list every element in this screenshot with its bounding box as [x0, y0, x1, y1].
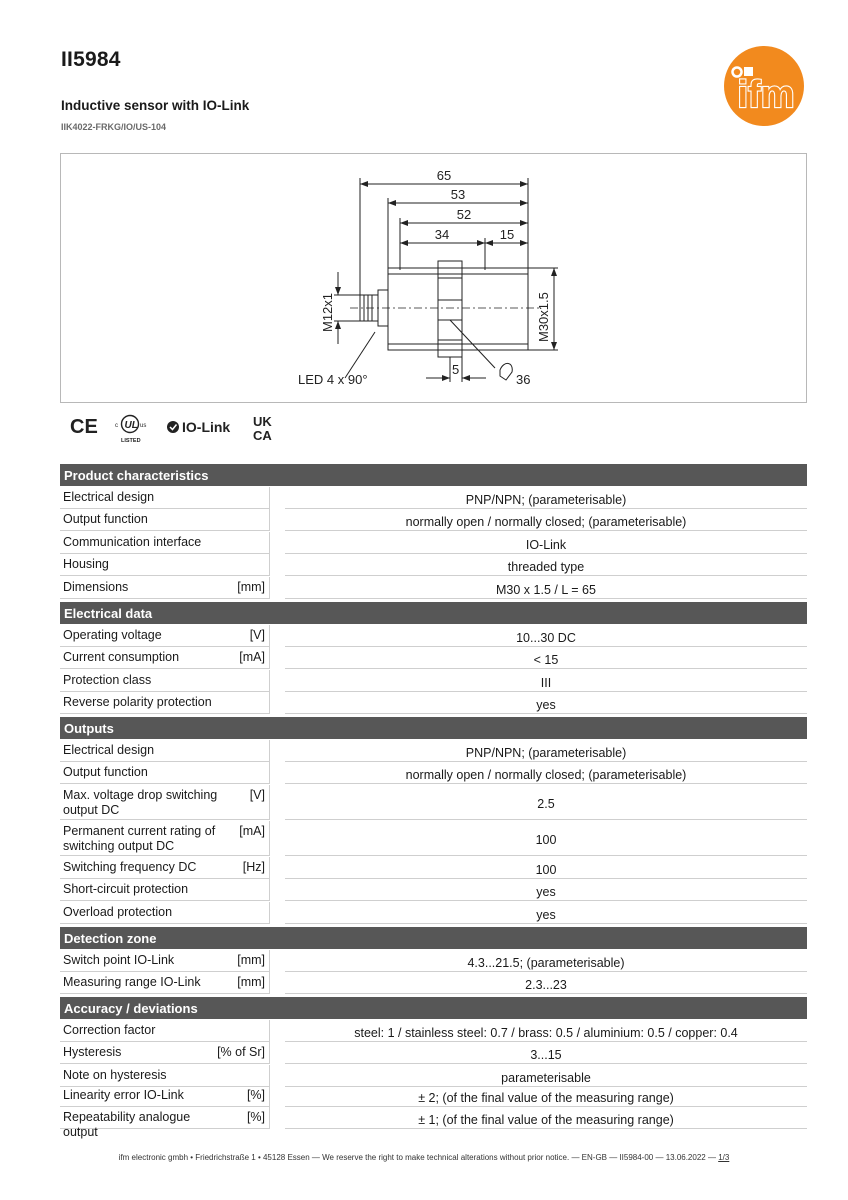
section-header: Outputs [60, 717, 807, 739]
row-unit: [%] [246, 1110, 265, 1124]
row-value: yes [285, 879, 807, 901]
row-label-cell [60, 487, 270, 509]
row-label-cell [60, 857, 270, 879]
dim-53: 53 [450, 187, 466, 202]
row-label: Communication interface [63, 535, 202, 549]
row-value: steel: 1 / stainless steel: 0.7 / brass: 0.5 / aluminium: 0.5 / copper: 0.4 [285, 1020, 807, 1042]
row-label-cell [60, 1065, 270, 1087]
section-header: Product characteristics [60, 464, 807, 486]
row-label-cell [60, 670, 270, 692]
svg-text:c: c [115, 423, 118, 429]
ifm-logo [723, 45, 805, 127]
table-row [60, 821, 807, 856]
ukca-mark [253, 414, 272, 443]
io-link-icon [167, 419, 230, 435]
dim-36: 36 [516, 372, 531, 387]
row-label: Output function [63, 765, 148, 779]
table-row [60, 670, 807, 692]
row-label: Short-circuit protection [63, 882, 189, 896]
row-label: Note on hysteresis [63, 1068, 167, 1082]
page-number: 1/3 [718, 1153, 730, 1162]
table-row [60, 554, 807, 576]
row-unit: [V] [249, 788, 265, 802]
table-row [60, 647, 807, 669]
row-label-cell [60, 785, 270, 820]
row-label-cell [60, 879, 270, 901]
row-label: Correction factor [63, 1023, 156, 1037]
row-label-cell [60, 740, 270, 762]
row-value: 100 [285, 821, 807, 856]
dim-5: 5 [452, 362, 460, 377]
led-label: LED 4 x 90° [298, 372, 368, 387]
ce-mark: CE [70, 416, 98, 438]
row-label-cell [60, 1042, 270, 1064]
row-label-cell [60, 509, 270, 531]
row-label-cell [60, 532, 270, 554]
table-row [60, 972, 807, 994]
dim-m30: M30x1.5 [536, 292, 551, 342]
logo-text: ifm [737, 74, 795, 116]
row-value: ± 2; (of the final value of the measuring range) [285, 1085, 807, 1107]
section-header: Detection zone [60, 927, 807, 949]
row-value: normally open / normally closed; (parameterisable) [285, 762, 807, 784]
row-label: Reverse polarity protection [63, 695, 212, 709]
row-label-cell [60, 821, 270, 856]
row-label-cell [60, 762, 270, 784]
row-label-cell [60, 554, 270, 576]
row-label: Current consumption [63, 650, 180, 664]
row-label: Max. voltage drop switching output DC [63, 788, 218, 817]
row-label-cell [60, 692, 270, 714]
footer-text: ifm electronic gmbh • Friedrichstraße 1 • 45128 Essen — We reserve the right to make technical alterations without prior notice. — EN-GB — II5984-00 — 13.06.2022 — [118, 1153, 716, 1162]
row-unit: [mA] [239, 650, 265, 664]
row-value: parameterisable [285, 1065, 807, 1087]
row-unit: [mA] [239, 824, 265, 838]
product-title: II5984 [61, 48, 121, 71]
table-row [60, 625, 807, 647]
row-unit: [V] [249, 628, 265, 642]
row-label: Electrical design [63, 490, 155, 504]
row-label: Housing [63, 557, 109, 571]
certification-marks [60, 410, 290, 444]
row-label: Protection class [63, 673, 152, 687]
row-label-cell [60, 1020, 270, 1042]
dim-m12: M12x1 [320, 292, 335, 332]
row-value: M30 x 1.5 / L = 65 [285, 577, 807, 599]
row-value: normally open / normally closed; (parameterisable) [285, 509, 807, 531]
table-row [60, 857, 807, 879]
row-value: 2.3...23 [285, 972, 807, 994]
row-label: Measuring range IO-Link [63, 975, 201, 989]
row-label-cell [60, 972, 270, 994]
dimension-drawing [290, 160, 580, 400]
row-unit: [%] [246, 1088, 265, 1102]
row-label: Linearity error IO-Link [63, 1088, 184, 1102]
table-row [60, 1085, 807, 1107]
table-row [60, 740, 807, 762]
row-label-cell [60, 950, 270, 972]
table-row [60, 532, 807, 554]
row-label-cell [60, 577, 270, 599]
row-value: 3...15 [285, 1042, 807, 1064]
row-label: Hysteresis [63, 1045, 122, 1059]
row-label-cell [60, 902, 270, 924]
wrench-icon [500, 363, 512, 380]
table-row [60, 762, 807, 784]
dim-52: 52 [456, 207, 472, 222]
article-number: IIK4022-FRKG/IO/US-104 [61, 122, 167, 132]
row-value: 4.3...21.5; (parameterisable) [285, 950, 807, 972]
row-label: Overload protection [63, 905, 173, 919]
row-value: III [285, 670, 807, 692]
row-unit: [Hz] [242, 860, 265, 874]
product-subtitle: Inductive sensor with IO-Link [61, 98, 250, 113]
row-label: Permanent current rating of switching output DC [63, 824, 216, 853]
row-value: 2.5 [285, 785, 807, 820]
row-value: yes [285, 902, 807, 924]
row-unit: [mm] [237, 975, 265, 989]
table-row [60, 902, 807, 924]
table-row [60, 879, 807, 901]
row-value: yes [285, 692, 807, 714]
page-footer [0, 1153, 848, 1162]
row-label: Electrical design [63, 743, 155, 757]
section-header: Accuracy / deviations [60, 997, 807, 1019]
dim-65: 65 [436, 168, 452, 183]
svg-text:UK: UK [253, 414, 272, 429]
dim-34: 34 [434, 227, 450, 242]
row-unit: [mm] [237, 580, 265, 594]
row-unit: [mm] [237, 953, 265, 967]
row-value: PNP/NPN; (parameterisable) [285, 487, 807, 509]
row-value: PNP/NPN; (parameterisable) [285, 740, 807, 762]
svg-text:IO-Link: IO-Link [182, 419, 231, 435]
row-label: Output function [63, 512, 148, 526]
table-row [60, 577, 807, 599]
row-label-cell [60, 1085, 270, 1107]
row-value: threaded type [285, 554, 807, 576]
ul-listed-icon [115, 416, 146, 445]
table-row [60, 487, 807, 509]
row-value: IO-Link [285, 532, 807, 554]
row-label: Repeatability analogue output [63, 1110, 191, 1139]
row-unit: [% of Sr] [217, 1045, 265, 1059]
table-row [60, 950, 807, 972]
table-row [60, 1042, 807, 1064]
table-row [60, 692, 807, 714]
table-row [60, 1107, 807, 1139]
dim-15: 15 [499, 227, 515, 242]
table-row [60, 1065, 807, 1087]
row-value: < 15 [285, 647, 807, 669]
table-row [60, 509, 807, 531]
row-value: 10...30 DC [285, 625, 807, 647]
svg-text:us: us [140, 423, 147, 429]
row-value: 100 [285, 857, 807, 879]
row-label: Switch point IO-Link [63, 953, 175, 967]
row-label-cell [60, 1107, 270, 1139]
svg-text:LISTED: LISTED [121, 438, 141, 444]
section-header: Electrical data [60, 602, 807, 624]
row-label: Dimensions [63, 580, 129, 594]
row-label-cell [60, 625, 270, 647]
table-row [60, 785, 807, 820]
row-label-cell [60, 647, 270, 669]
row-value: ± 1; (of the final value of the measuring range) [285, 1107, 807, 1129]
row-label: Switching frequency DC [63, 860, 197, 874]
svg-text:CA: CA [253, 428, 272, 443]
table-row [60, 1020, 807, 1042]
row-label: Operating voltage [63, 628, 162, 642]
svg-text:UL: UL [124, 420, 138, 431]
